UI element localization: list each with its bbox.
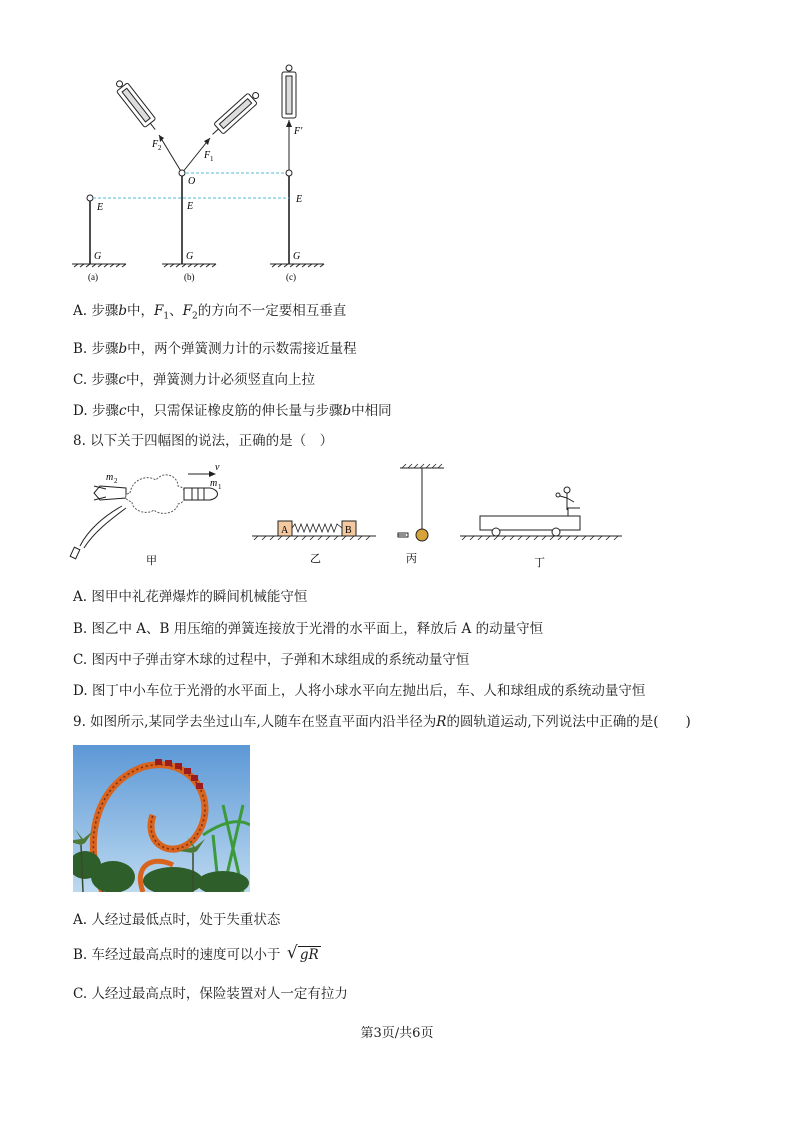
q8-option-d: D. 图丁中小车位于光滑的水平面上，人将小球水平向左抛出后，车、人和球组成的系统动量守恒	[73, 683, 646, 699]
caption-b: (b)	[184, 272, 195, 282]
label-o: O	[188, 176, 196, 187]
caption-a: (a)	[88, 272, 98, 282]
figure-q8	[60, 458, 640, 573]
label-f2: F	[152, 139, 159, 150]
q9-option-a: A. 人经过最低点时，处于失重状态	[73, 912, 281, 928]
roller-coaster-photo	[73, 745, 250, 892]
q7-option-a: A. 步骤b中，$F_1$、$F_2$的方向不一定要相互垂直	[73, 303, 347, 322]
label-m1: m	[210, 478, 218, 489]
caption-yi: 乙	[310, 553, 321, 565]
label-m2-sub: 2	[114, 477, 118, 485]
figure-q7	[60, 62, 340, 287]
block-a-label: A	[281, 525, 289, 536]
label-e-b: E	[187, 201, 194, 212]
q8-option-c: C. 图丙中子弹击穿木球的过程中，子弹和木球组成的系统动量守恒	[73, 652, 470, 668]
caption-bing: 丙	[406, 553, 417, 565]
spring-balance-diagram	[60, 62, 340, 287]
caption-ding: 丁	[534, 557, 545, 569]
q7-option-b: B. 步骤b中，两个弹簧测力计的示数需接近量程	[73, 341, 357, 357]
q9-option-c: C. 人经过最高点时，保险装置对人一定有拉力	[73, 986, 348, 1002]
q9-option-b: B. 车经过最高点时的速度可以小于 √ gR	[73, 943, 319, 963]
label-f2-sub: 2	[158, 144, 162, 152]
label-g-a: G	[94, 251, 102, 262]
label-f1-sub: 1	[210, 155, 214, 163]
q8-option-a: A. 图甲中礼花弹爆炸的瞬间机械能守恒	[73, 589, 308, 605]
block-b-label: B	[345, 525, 352, 536]
label-g-b: G	[186, 251, 194, 262]
four-panel-diagram	[60, 458, 640, 573]
label-v: v	[215, 462, 220, 473]
q7-option-c: C. 步骤c中，弹簧测力计必须竖直向上拉	[73, 372, 315, 388]
label-e-c: E	[296, 194, 303, 205]
page-footer: 第3页/共6页	[360, 1026, 434, 1041]
label-fprime: F′	[294, 126, 303, 137]
caption-c: (c)	[286, 272, 296, 282]
label-m1-sub: 1	[218, 483, 222, 491]
q8-stem: 8. 以下关于四幅图的说法，正确的是（ ）	[73, 433, 334, 449]
q8-option-b: B. 图乙中 A、B 用压缩的弹簧连接放于光滑的水平面上，释放后 A 的动量守恒	[73, 621, 544, 637]
q9-stem: 9. 如图所示,某同学去坐过山车,人随车在竖直平面内沿半径为R的圆轨道运动,下列说法中正确的是( )	[73, 714, 691, 730]
label-m2: m	[106, 472, 114, 483]
label-f1: F	[204, 150, 211, 161]
q7-option-d: D. 步骤c中，只需保证橡皮筋的伸长量与步骤b中相同	[73, 403, 392, 419]
sqrt-expression: √ gR	[286, 943, 319, 963]
caption-jia: 甲	[146, 555, 157, 567]
label-g-c: G	[293, 251, 301, 262]
label-e-a: E	[97, 202, 104, 213]
